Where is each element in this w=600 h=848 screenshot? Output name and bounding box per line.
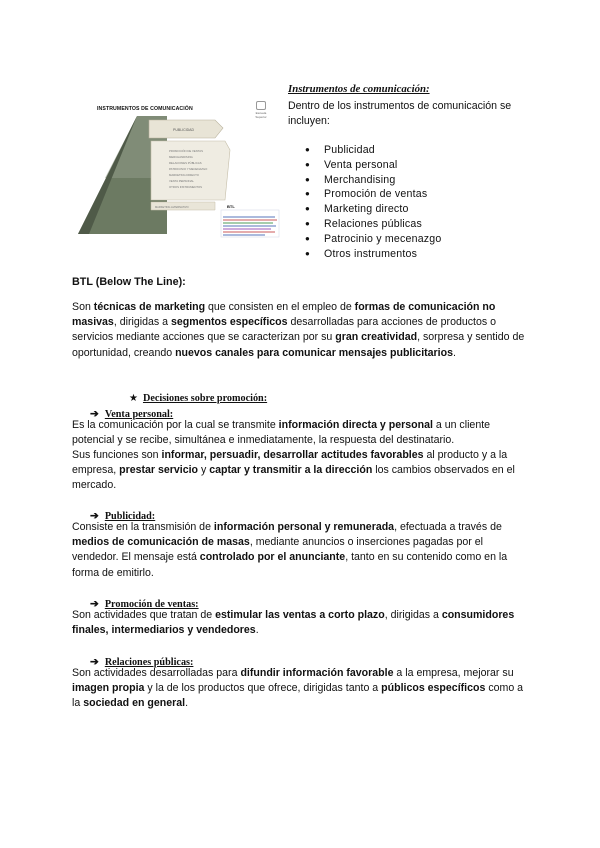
figure-logo-text: Escuela Superior xyxy=(255,111,267,119)
publicidad-title: Publicidad: xyxy=(104,511,156,522)
promocion-paragraph: Son actividades que tratan de estimular las ventas a corto plazo, dirigidas a consumidores finales, intermediarios y vendedores. xyxy=(72,609,515,637)
svg-text:VENTA PERSONAL: VENTA PERSONAL xyxy=(169,179,194,183)
promocion-title: Promoción de ventas: xyxy=(104,599,199,610)
svg-text:MERCHANDISING: MERCHANDISING xyxy=(169,155,193,159)
venta-personal-paragraph-2: Sus funciones son informar, persuadir, desarrollar actitudes favorables al producto y a la empresa, prestar servicio y captar y transmitir a la dirección los cambios observados en el mercado. xyxy=(72,449,515,492)
svg-text:PROMOCIÓN DE VENTAS: PROMOCIÓN DE VENTAS xyxy=(169,149,203,153)
arrow-right-icon: ➔ xyxy=(90,598,99,610)
btl-paragraph: Son técnicas de marketing que consisten en el empleo de formas de comunicación no masivas, dirigidas a segmentos específicos desarrolladas para acciones de productos o servicios mediante acciones que se caracterizan por su gran creatividad, sorpresa y sentido de oportunidad, creando nuevos canales para comunicar mensajes publicitarios. xyxy=(72,301,525,359)
figure-title: INSTRUMENTOS DE COMUNICACIÓN xyxy=(97,106,193,112)
venta-personal-paragraph-1: Es la comunicación por la cual se transmite información directa y personal a un cliente potencial y se recibe, simultánea e inmediatamente, la respuesta del destinatario. xyxy=(72,419,491,447)
school-logo-icon xyxy=(256,101,266,110)
arrow-right-icon: ➔ xyxy=(90,510,99,522)
list-item: ● Promoción de ventas xyxy=(288,187,508,202)
svg-text:MARKETING DIRECTO: MARKETING DIRECTO xyxy=(169,173,199,177)
communication-heading: Instrumentos de comunicación: xyxy=(288,83,430,95)
pyramid-diagram xyxy=(75,98,280,238)
figure-logo xyxy=(250,101,272,119)
publicidad-paragraph: Consiste en la transmisión de información personal y remunerada, efectuada a través de medios de comunicación de masas, mediante anuncios o inserciones pagadas por el vendedor. El mensaje está controlado por el anunciante, tanto en su contenido como en la forma de emitirlo. xyxy=(72,521,508,579)
list-item: ● Venta personal xyxy=(288,158,508,173)
list-item: ● Merchandising xyxy=(288,173,508,188)
star-icon: ★ xyxy=(129,393,138,404)
decisions-title: Decisiones sobre promoción: xyxy=(142,393,268,404)
svg-text:PUBLICIDAD: PUBLICIDAD xyxy=(173,128,195,132)
venta-personal-title: Venta personal: xyxy=(104,409,174,420)
svg-text:PATROCINIO Y MECENAZGO: PATROCINIO Y MECENAZGO xyxy=(169,167,208,171)
relaciones-title: Relaciones públicas: xyxy=(104,657,194,668)
btl-title: BTL (Below The Line): xyxy=(72,276,186,288)
list-item: ● Relaciones públicas xyxy=(288,217,508,232)
communication-list xyxy=(288,143,508,261)
relaciones-paragraph: Son actividades desarrolladas para difundir información favorable a la empresa, mejorar su imagen propia y la de los productos que ofrece, dirigidas tanto a públicos específicos como a la sociedad en general. xyxy=(72,667,524,710)
svg-text:RELACIONES PÚBLICAS: RELACIONES PÚBLICAS xyxy=(169,161,202,165)
arrow-right-icon: ➔ xyxy=(90,656,99,668)
communication-instruments-figure xyxy=(75,98,280,238)
list-item: ● Marketing directo xyxy=(288,202,508,217)
figure-btl-label: BTL xyxy=(227,204,235,209)
list-item: ● Patrocinio y mecenazgo xyxy=(288,232,508,247)
list-item: ● Otros instrumentos xyxy=(288,247,508,262)
arrow-right-icon: ➔ xyxy=(90,408,99,420)
communication-intro: Dentro de los instrumentos de comunicación se incluyen: xyxy=(288,100,512,128)
svg-text:MARKETING ALTERNATIVO: MARKETING ALTERNATIVO xyxy=(155,206,189,209)
list-item: ● Publicidad xyxy=(288,143,508,158)
svg-text:OTROS INSTRUMENTOS: OTROS INSTRUMENTOS xyxy=(169,185,203,189)
